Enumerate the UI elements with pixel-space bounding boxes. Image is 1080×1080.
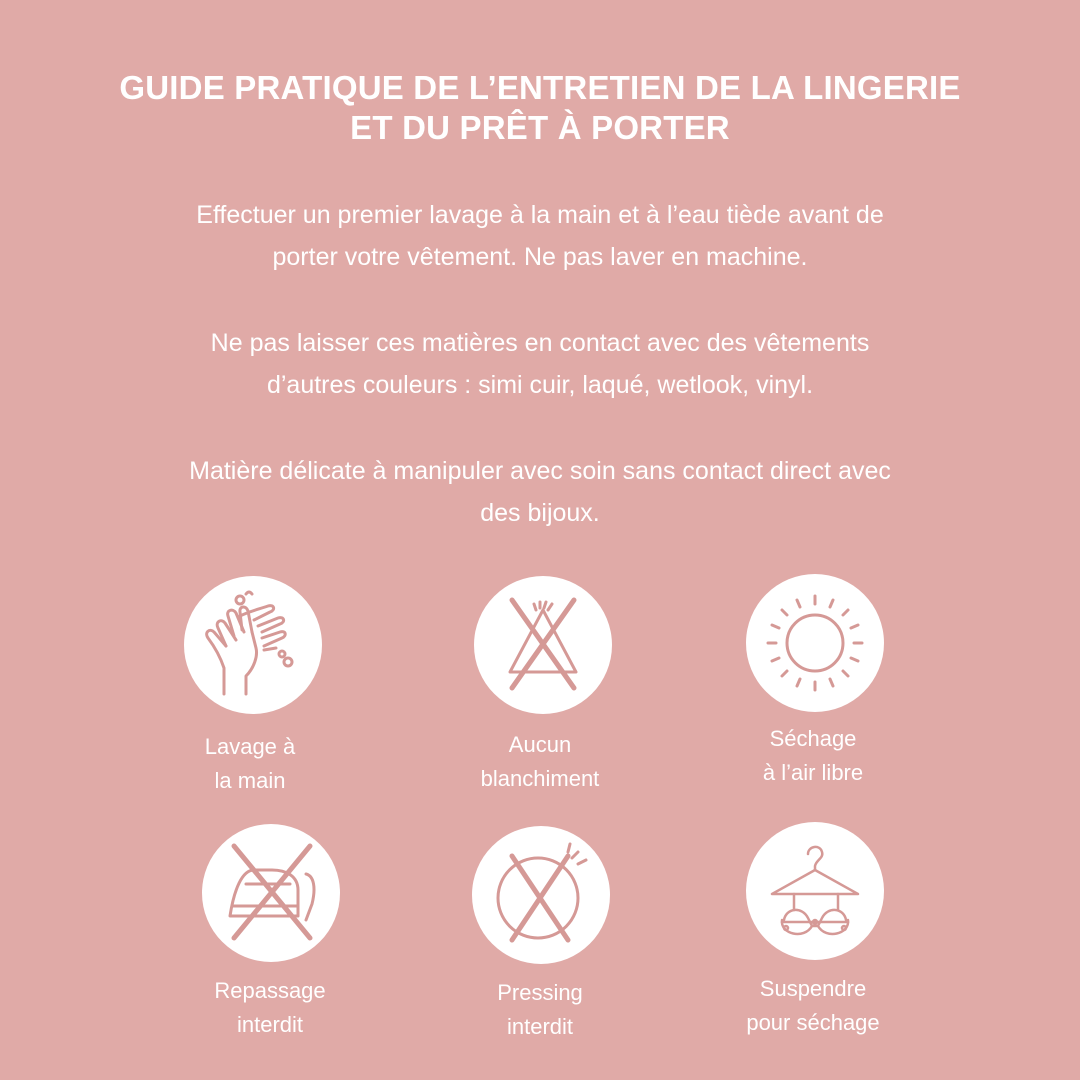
label-line: blanchiment	[480, 766, 600, 791]
sun-dry-icon	[746, 574, 884, 712]
label-line: Suspendre	[759, 976, 867, 1001]
label-line: Séchage	[769, 726, 857, 751]
title-line-2: ET DU PRÊT À PORTER	[350, 109, 730, 146]
page-title	[0, 68, 1080, 148]
label-line: à l’air libre	[762, 760, 864, 785]
no-dry-clean-icon	[472, 826, 610, 964]
label-line: Repassage	[214, 978, 326, 1003]
label-line: Lavage à	[204, 734, 296, 759]
care-label-hang-dry	[693, 972, 933, 1040]
label-line: Pressing	[497, 980, 583, 1005]
delicate-handling-paragraph	[80, 450, 1000, 534]
label-line: la main	[214, 768, 286, 793]
paragraph-line: porter votre vêtement. Ne pas laver en machine.	[272, 243, 808, 271]
label-line: Aucun	[508, 732, 572, 757]
label-line: interdit	[236, 1012, 304, 1037]
paragraph-line: Matière délicate à manipuler avec soin sans contact direct avec	[189, 457, 891, 485]
care-label-no-dry-clean	[420, 976, 660, 1044]
label-line: interdit	[506, 1014, 574, 1039]
paragraph-line: d’autres couleurs : simi cuir, laqué, wetlook, vinyl.	[266, 371, 814, 399]
hand-wash-icon	[184, 576, 322, 714]
paragraph-line: des bijoux.	[480, 499, 600, 527]
hanger-bra-icon	[746, 822, 884, 960]
no-bleach-icon	[474, 576, 612, 714]
paragraph-line: Effectuer un premier lavage à la main et à l’eau tiède avant de	[196, 201, 884, 229]
care-label-hand-wash	[130, 730, 370, 798]
title-line-1: GUIDE PRATIQUE DE L’ENTRETIEN DE LA LINGERIE	[119, 69, 961, 106]
wash-instructions-paragraph	[80, 194, 1000, 278]
care-label-sun-dry	[693, 722, 933, 790]
care-label-no-iron	[150, 974, 390, 1042]
color-contact-paragraph	[80, 322, 1000, 406]
care-label-no-bleach	[420, 728, 660, 796]
label-line: pour séchage	[746, 1010, 880, 1035]
paragraph-line: Ne pas laisser ces matières en contact avec des vêtements	[210, 329, 870, 357]
no-iron-icon	[202, 824, 340, 962]
